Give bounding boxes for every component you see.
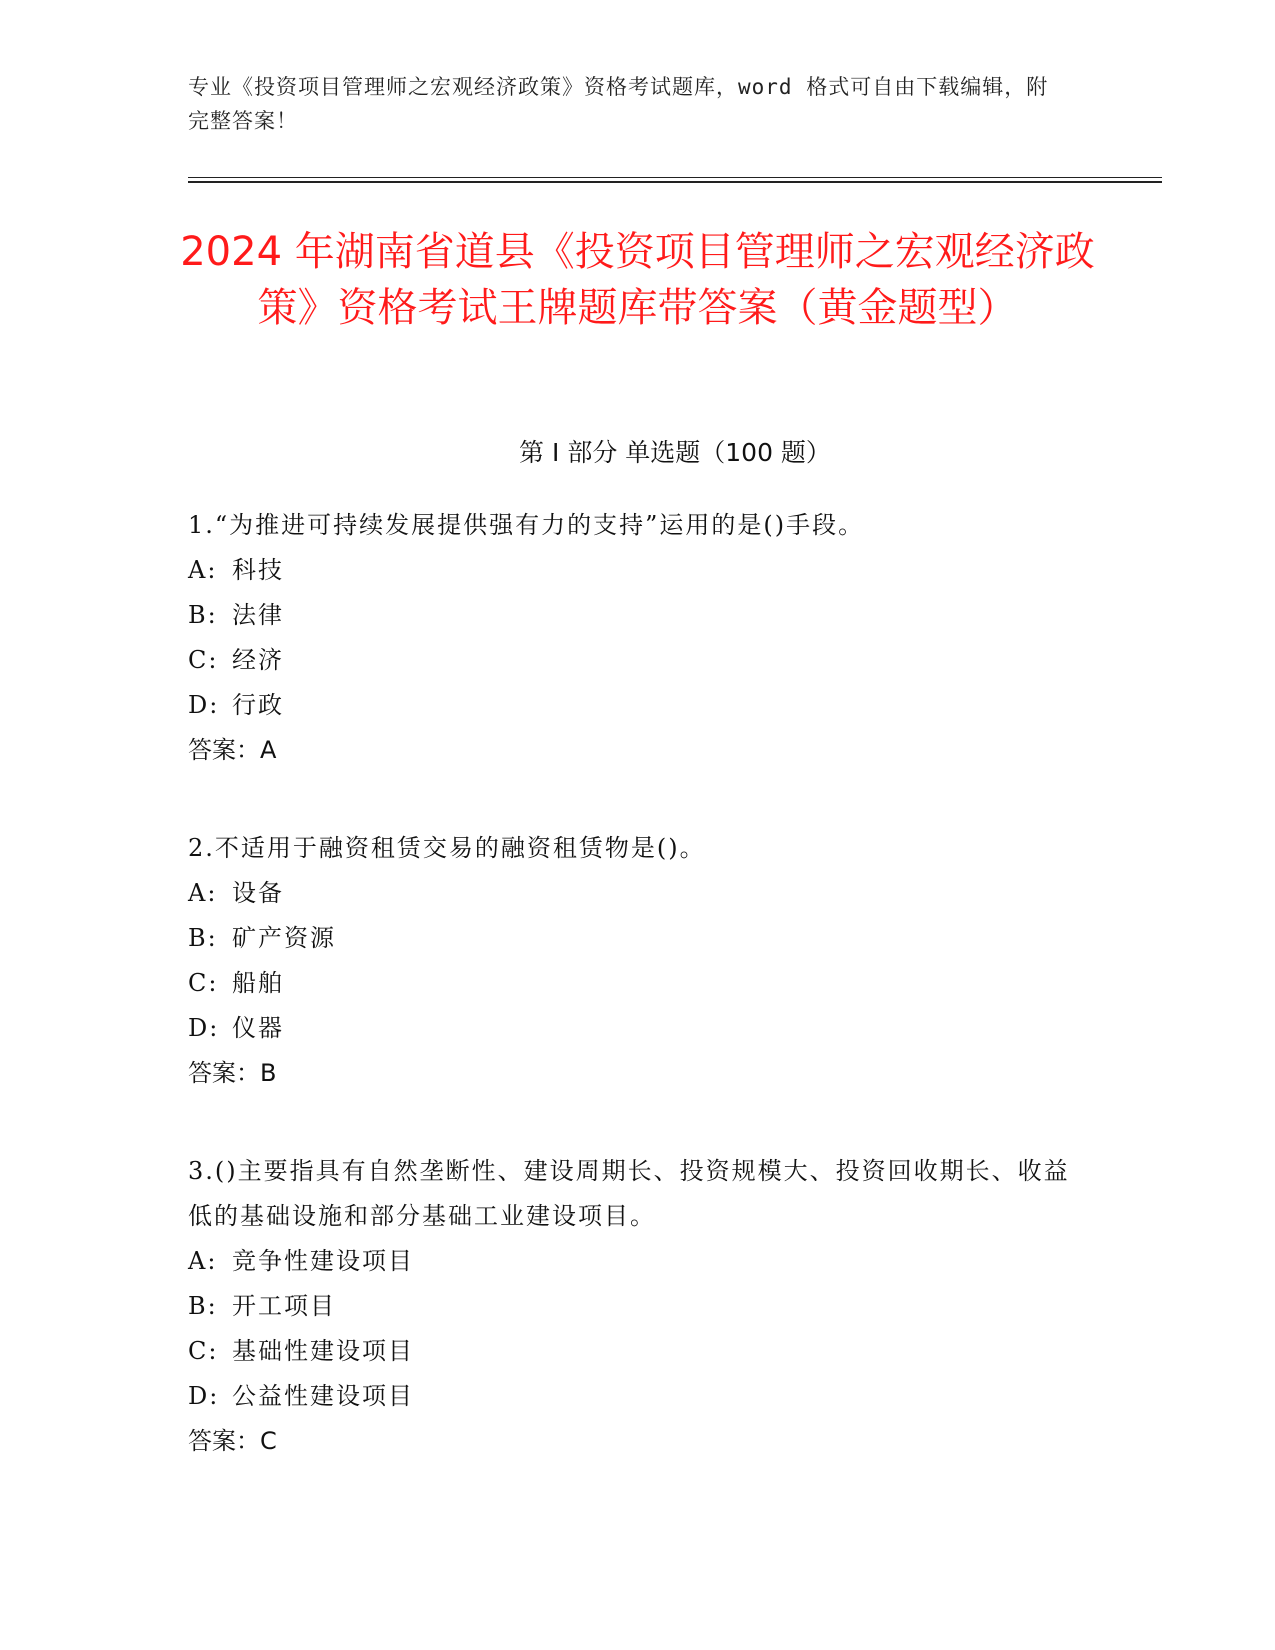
option-letter: C: [188, 1337, 219, 1365]
option-text: 竞争性建设项目 [232, 1247, 414, 1275]
option-c [188, 638, 1088, 683]
option-letter: D: [188, 691, 220, 719]
option-a [188, 548, 1088, 593]
option-d [188, 1006, 1088, 1051]
option-text: 行政 [232, 691, 284, 719]
option-letter: D: [188, 1382, 220, 1410]
option-letter: B: [188, 601, 218, 629]
question-stem: 1.“为推进可持续发展提供强有力的支持”运用的是()手段。 [188, 511, 865, 539]
section-heading: 第 I 部分 单选题（100 题） [519, 438, 831, 467]
option-b [188, 1284, 1088, 1329]
option-d [188, 683, 1088, 728]
document-title: 2024 年湖南省道县《投资项目管理师之宏观经济政策》资格考试王牌题库带答案（黄金题型） [180, 229, 1095, 331]
option-text: 船舶 [232, 969, 284, 997]
answer-line: 答案：B [188, 1059, 277, 1087]
option-letter: A: [188, 1247, 218, 1275]
question-stem: 3.()主要指具有自然垄断性、建设周期长、投资规模大、投资回收期长、收益低的基础设施和部分基础工业建设项目。 [188, 1157, 1070, 1230]
option-a [188, 871, 1088, 916]
question-stem: 2.不适用于融资租赁交易的融资租赁物是()。 [188, 834, 706, 862]
option-letter: B: [188, 924, 218, 952]
option-d [188, 1374, 1088, 1419]
option-text: 设备 [232, 879, 284, 907]
option-c [188, 961, 1088, 1006]
answer-line: 答案：A [188, 736, 277, 764]
option-b [188, 916, 1088, 961]
header-divider-top [188, 177, 1162, 178]
header-divider-bottom [188, 181, 1162, 183]
option-letter: C: [188, 969, 219, 997]
option-text: 法律 [232, 601, 284, 629]
question-1 [188, 503, 1088, 773]
option-letter: A: [188, 879, 218, 907]
question-3 [188, 1149, 1088, 1464]
answer-line: 答案：C [188, 1427, 277, 1455]
option-text: 基础性建设项目 [232, 1337, 414, 1365]
option-text: 矿产资源 [232, 924, 336, 952]
option-text: 开工项目 [232, 1292, 336, 1320]
option-text: 仪器 [232, 1014, 284, 1042]
option-letter: A: [188, 556, 218, 584]
option-text: 公益性建设项目 [232, 1382, 414, 1410]
header-note: 专业《投资项目管理师之宏观经济政策》资格考试题库，word 格式可自由下载编辑，附完整答案！ [188, 75, 1049, 133]
option-letter: B: [188, 1292, 218, 1320]
option-text: 经济 [232, 646, 284, 674]
option-letter: C: [188, 646, 219, 674]
question-2 [188, 826, 1088, 1096]
option-c [188, 1329, 1088, 1374]
option-text: 科技 [232, 556, 284, 584]
option-a [188, 1239, 1088, 1284]
option-b [188, 593, 1088, 638]
option-letter: D: [188, 1014, 220, 1042]
